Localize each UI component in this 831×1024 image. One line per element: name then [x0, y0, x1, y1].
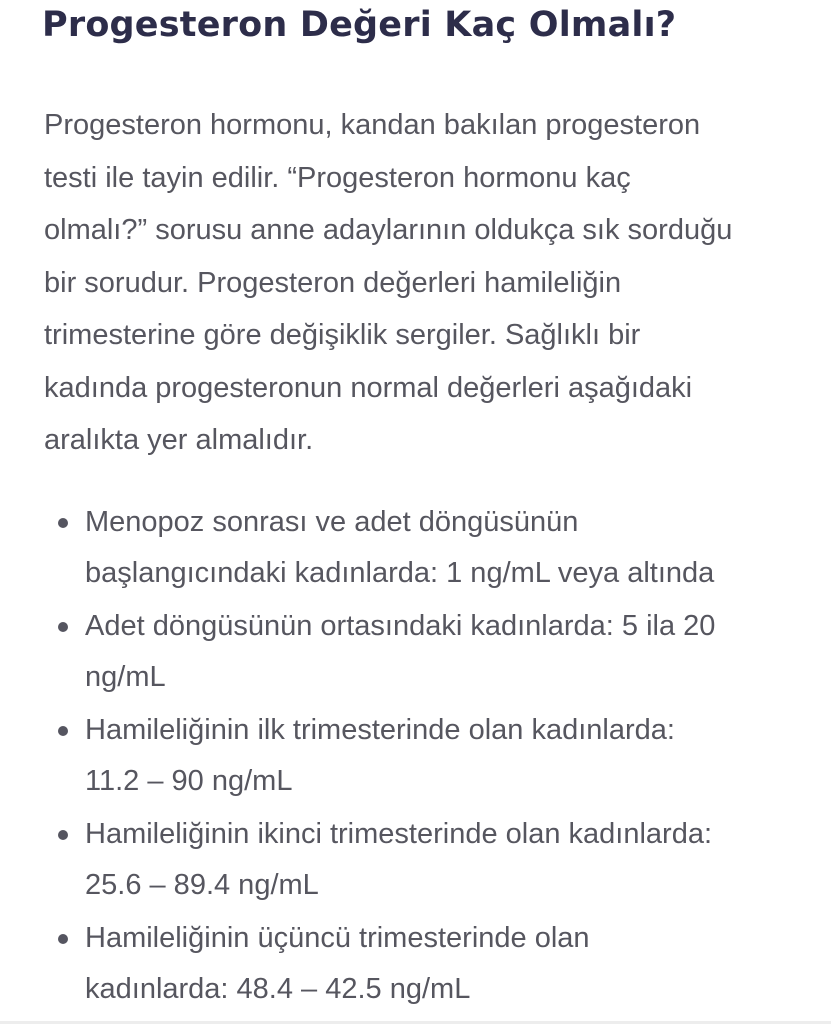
intro-line: Progesteron hormonu, kandan bakılan progesteron	[44, 109, 701, 141]
list-item-line: ng/mL	[85, 661, 166, 693]
article-title: Progesteron Değeri Kaç Olmalı?	[42, 5, 677, 45]
intro-line: trimesterine göre değişiklik sergiler. Sağlıklı bir	[44, 319, 641, 351]
list-item-line: Hamileliğinin üçüncü trimesterinde olan	[85, 922, 590, 954]
list-item	[0, 601, 715, 703]
intro-line: kadında progesteronun normal değerleri aşağıdaki	[44, 371, 693, 404]
list-item	[0, 705, 715, 807]
list-item-line: 11.2 – 90 ng/mL	[85, 765, 293, 797]
list-item-line: Adet döngüsünün ortasındaki kadınlarda: 5 ila 20	[85, 610, 716, 642]
intro-line: bir sorudur. Progesteron değerleri hamileliğin	[44, 266, 622, 299]
list-item	[0, 497, 715, 599]
list-item	[0, 913, 715, 1015]
bullet-icon	[58, 830, 68, 840]
bullet-icon	[58, 622, 68, 632]
bullet-icon	[58, 518, 68, 528]
intro-line: testi ile tayin edilir. “Progesteron hormonu kaç	[44, 161, 631, 194]
list-item-line: 25.6 – 89.4 ng/mL	[85, 869, 319, 901]
list-item-line: Menopoz sonrası ve adet döngüsünün	[85, 506, 579, 538]
intro-line: aralıkta yer almalıdır.	[44, 424, 314, 456]
progesterone-range-list	[0, 497, 715, 1017]
list-item-line: başlangıcındaki kadınlarda: 1 ng/mL veya altında	[85, 557, 715, 589]
intro-paragraph	[44, 99, 804, 467]
intro-line: olmalı?” sorusu anne adaylarının oldukça sık sorduğu	[44, 214, 733, 246]
list-item-line: Hamileliğinin ilk trimesterinde olan kadınlarda:	[85, 714, 675, 746]
bullet-icon	[58, 934, 68, 944]
list-item-line: kadınlarda: 48.4 – 42.5 ng/mL	[85, 973, 471, 1005]
list-item	[0, 809, 715, 911]
bullet-icon	[58, 726, 68, 736]
list-item-line: Hamileliğinin ikinci trimesterinde olan kadınlarda:	[85, 818, 713, 850]
